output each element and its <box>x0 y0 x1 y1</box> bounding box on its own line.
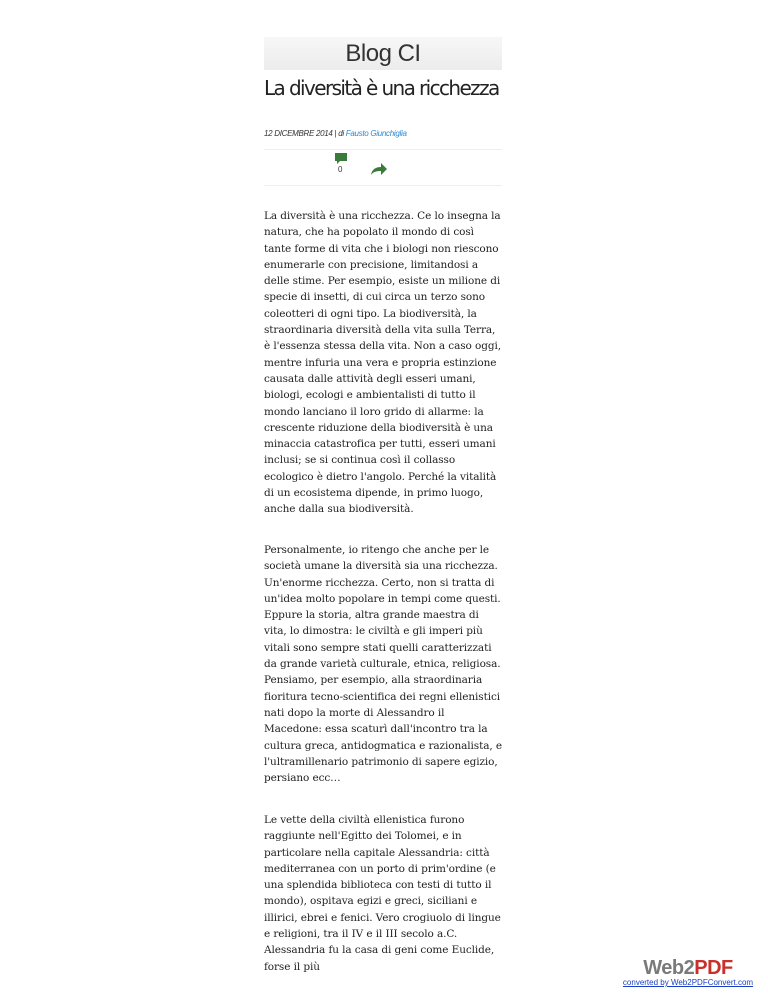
share-icon[interactable] <box>370 162 388 176</box>
divider-bottom <box>264 185 502 186</box>
article-title: La diversità è una ricchezza <box>264 76 499 100</box>
web2pdf-logo: Web2PDF <box>643 957 733 979</box>
web2pdf-link[interactable]: converted by Web2PDFConvert.com <box>622 978 754 987</box>
blog-header <box>264 37 502 70</box>
blog-title[interactable]: Blog CI <box>345 40 421 67</box>
paragraph-2: Personalmente, io ritengo che anche per le società umane la diversità sia una ricchezza. Un'enorme ricchezza. Certo, non si tratta di un'idea molto popolare in tempi come questi. Eppure la storia, altra grande maestra di vita, lo dimostra: le civiltà e gli imperi più vitali sono sempre stati quelli caratterizzati da grande varietà culturale, etnica, religiosa. Pensiamo, per esempio, alla straordinaria fioritura tecno-scientifica dei regni ellenistici nati dopo la morte di Alessandro il Macedone: essa scaturì dall'incontro tra la cultura greca, antidogmatica e razionalista, e l'ultramillenario patrimonio di sapere egizio, persiano ecc… <box>264 544 502 785</box>
comment-icon[interactable] <box>335 153 347 165</box>
paragraph-1: La diversità è una ricchezza. Ce lo insegna la natura, che ha popolato il mondo di così tante forme di vita che i biologi non riescono enumerarle con precisione, limitandosi a delle stime. Per esempio, esiste un milione di specie di insetti, di cui circa un terzo sono coleotteri di ogni tipo. La biodiversità, la straordinaria diversità della vita sulla Terra, è l'essenza stessa della vita. Non a caso oggi, mentre infuria una vera e propria estinzione causata dalle attività degli esseri umani, biologi, ecologi e ambientalisti di tutto il mondo lanciano il loro grido di allarme: la crescente riduzione della biodiversità è una minaccia catastrofica per tutti, esseri umani inclusi; se si continua così il collasso ecologico è dietro l'angolo. Perché la vitalità di un ecosistema dipende, in primo luogo, anche dalla sua biodiversità. <box>264 210 501 516</box>
article-meta <box>264 129 502 138</box>
meta-separator: | di <box>332 129 346 138</box>
author-link[interactable]: Fausto Giunchiglia <box>345 129 407 138</box>
paragraph-3: Le vette della civiltà ellenistica furono raggiunte nell'Egitto dei Tolomei, e in particolare nella capitale Alessandria: città mediterranea con un porto di prim'ordine (e una splendida biblioteca con testi di tutto il mondo), ospitava egizi e greci, siciliani e illirici, ebrei e fenici. Vero crogiuolo di lingue e religioni, tra il IV e il III secolo a.C. Alessandria fu la casa di geni come Euclide, forse il più <box>264 814 501 973</box>
comment-count[interactable]: 0 <box>338 165 343 174</box>
divider-top <box>264 149 502 150</box>
web2pdf-watermark <box>612 958 764 987</box>
article-date: 12 DICEMBRE 2014 <box>264 129 333 138</box>
